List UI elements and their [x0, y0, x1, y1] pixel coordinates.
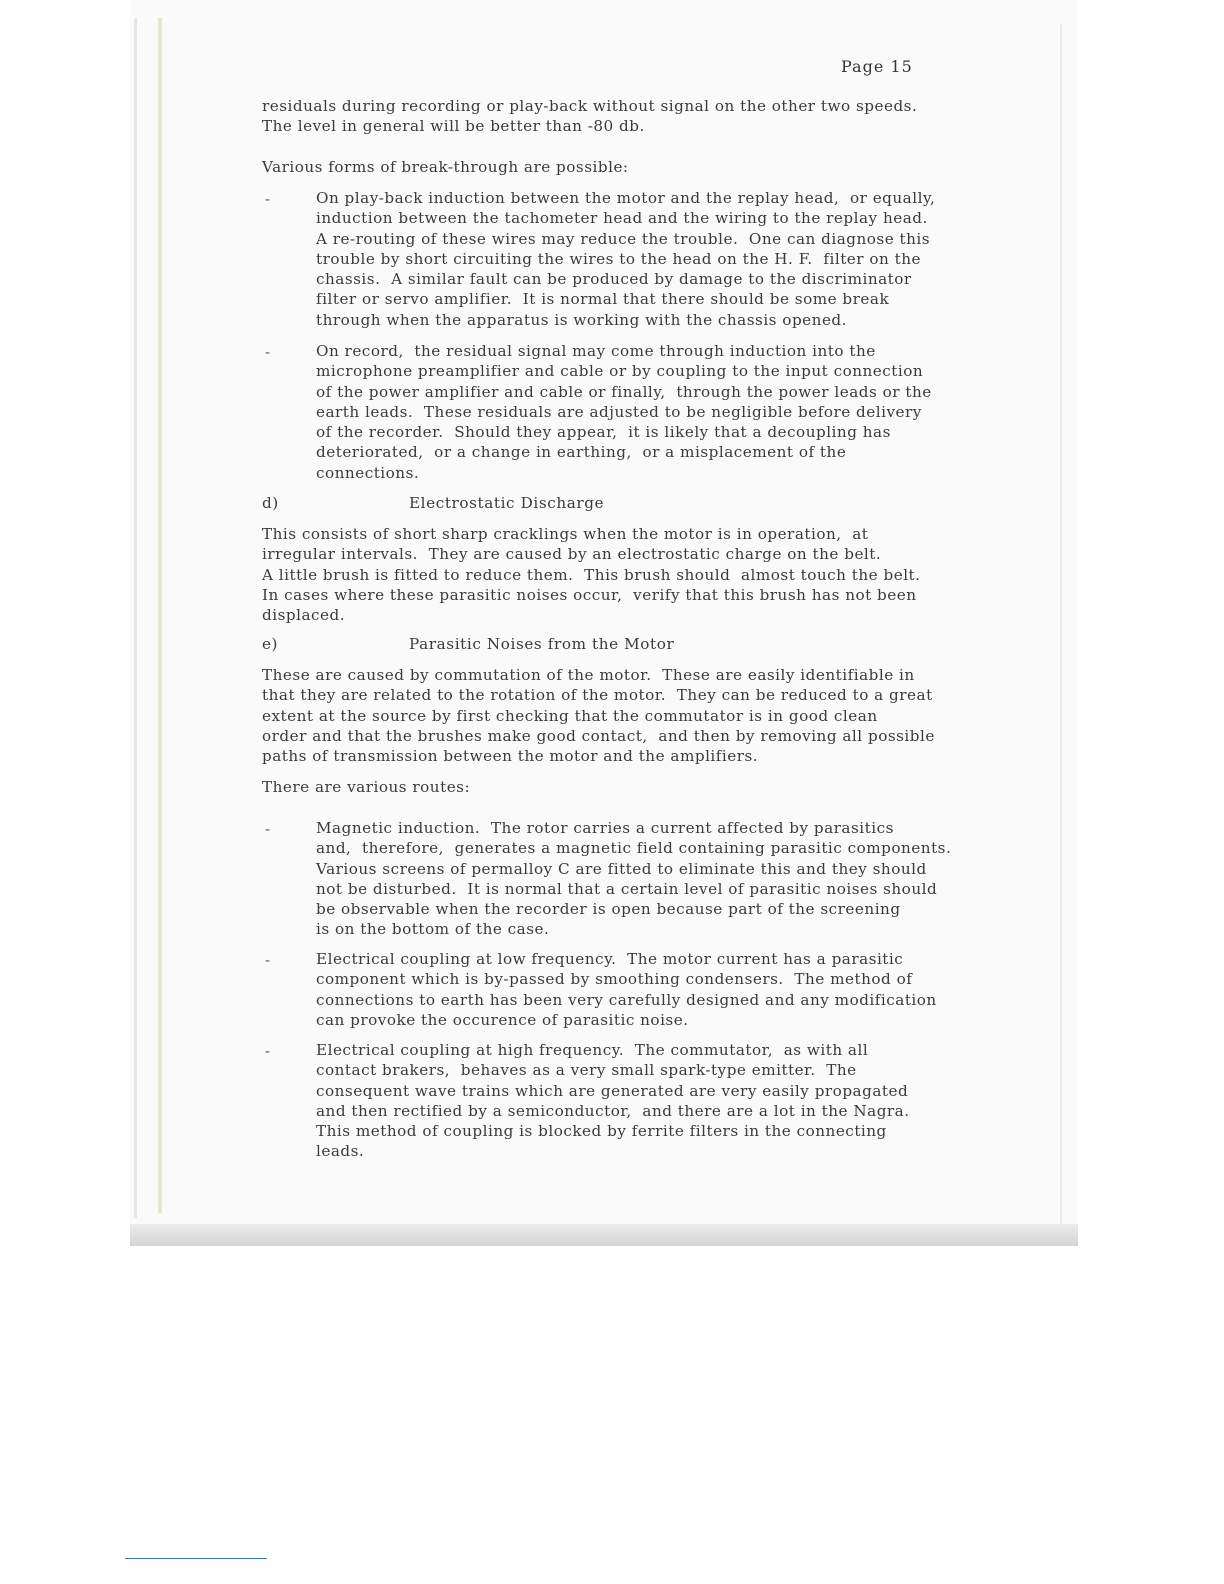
list-item: Electrical coupling at high frequency. The commutator, as with all contact brakers, behaves as a very small spark-type emitter. The consequent wave trains which are generated are very easily propagated and then rectified by a semiconductor, and there are a lot in the Nagra. This method of coupling is blocked by ferrite filters in the connecting leads. [316, 1041, 910, 1161]
section-e-letter: e) [262, 635, 278, 653]
section-d-heading: Electrostatic Discharge [409, 494, 605, 512]
continuation-paragraph: residuals during recording or play-back without signal on the other two speeds. The level in general will be better than -80 db. [262, 97, 918, 136]
list-bullet: - [265, 343, 271, 361]
routes-lead: There are various routes: [262, 778, 471, 796]
section-d-body: This consists of short sharp cracklings when the motor is in operation, at irregular intervals. They are caused by an electrostatic charge on the belt. A little brush is fitted to reduce them. This brush should almost touch the belt. In cases where these parasitic noises occur, verify that this brush has not been displaced. [262, 525, 921, 625]
list-bullet: - [265, 951, 271, 969]
section-d-letter: d) [262, 494, 279, 512]
breakthrough-lead: Various forms of break-through are possible: [262, 158, 629, 176]
footer-rule [125, 1558, 267, 1559]
scan-right-edge [1060, 24, 1062, 1224]
list-bullet: - [265, 1042, 271, 1060]
scan-bottom-edge [130, 1224, 1078, 1246]
section-e-body: These are caused by commutation of the motor. These are easily identifiable in that they are related to the rotation of the motor. They can be reduced to a great extent at the source by first checking that the commutator is in good clean order and that the brushes make good contact, and then by removing all possible paths of transmission between the motor and the amplifiers. [262, 666, 935, 766]
page-number: Page 15 [841, 57, 913, 76]
section-e-heading: Parasitic Noises from the Motor [409, 635, 675, 653]
list-item: On play-back induction between the motor and the replay head, or equally, induction between the tachometer head and the wiring to the replay head. A re-routing of these wires may reduce the trouble. One can diagnose this trouble by short circuiting the wires to the head on the H. F. filter on the chassis. A similar fault can be produced by damage to the discriminator filter or servo amplifier. It is normal that there should be some break through when the apparatus is working with the chassis opened. [316, 189, 936, 329]
list-item: On record, the residual signal may come through induction into the microphone preamplifier and cable or by coupling to the input connection of the power amplifier and cable or finally, through the power leads or the earth leads. These residuals are adjusted to be negligible before delivery of the recorder. Should they appear, it is likely that a decoupling has deteriorated, or a change in earthing, or a misplacement of the connections. [316, 342, 932, 482]
scan-edge-shadow [134, 18, 137, 1218]
list-bullet: - [265, 190, 271, 208]
list-item: Magnetic induction. The rotor carries a current affected by parasitics and, therefore, generates a magnetic field containing parasitic components. Various screens of permalloy C are fitted to eliminate this and they should not be disturbed. It is normal that a certain level of parasitic noises should be observable when the recorder is open because part of the screening is on the bottom of the case. [316, 819, 952, 939]
list-bullet: - [265, 820, 271, 838]
list-item: Electrical coupling at low frequency. The motor current has a parasitic component which is by-passed by smoothing condensers. The method of connections to earth has been very carefully designed and any modification can provoke the occurence of parasitic noise. [316, 950, 937, 1029]
binder-margin-line [158, 18, 162, 1213]
